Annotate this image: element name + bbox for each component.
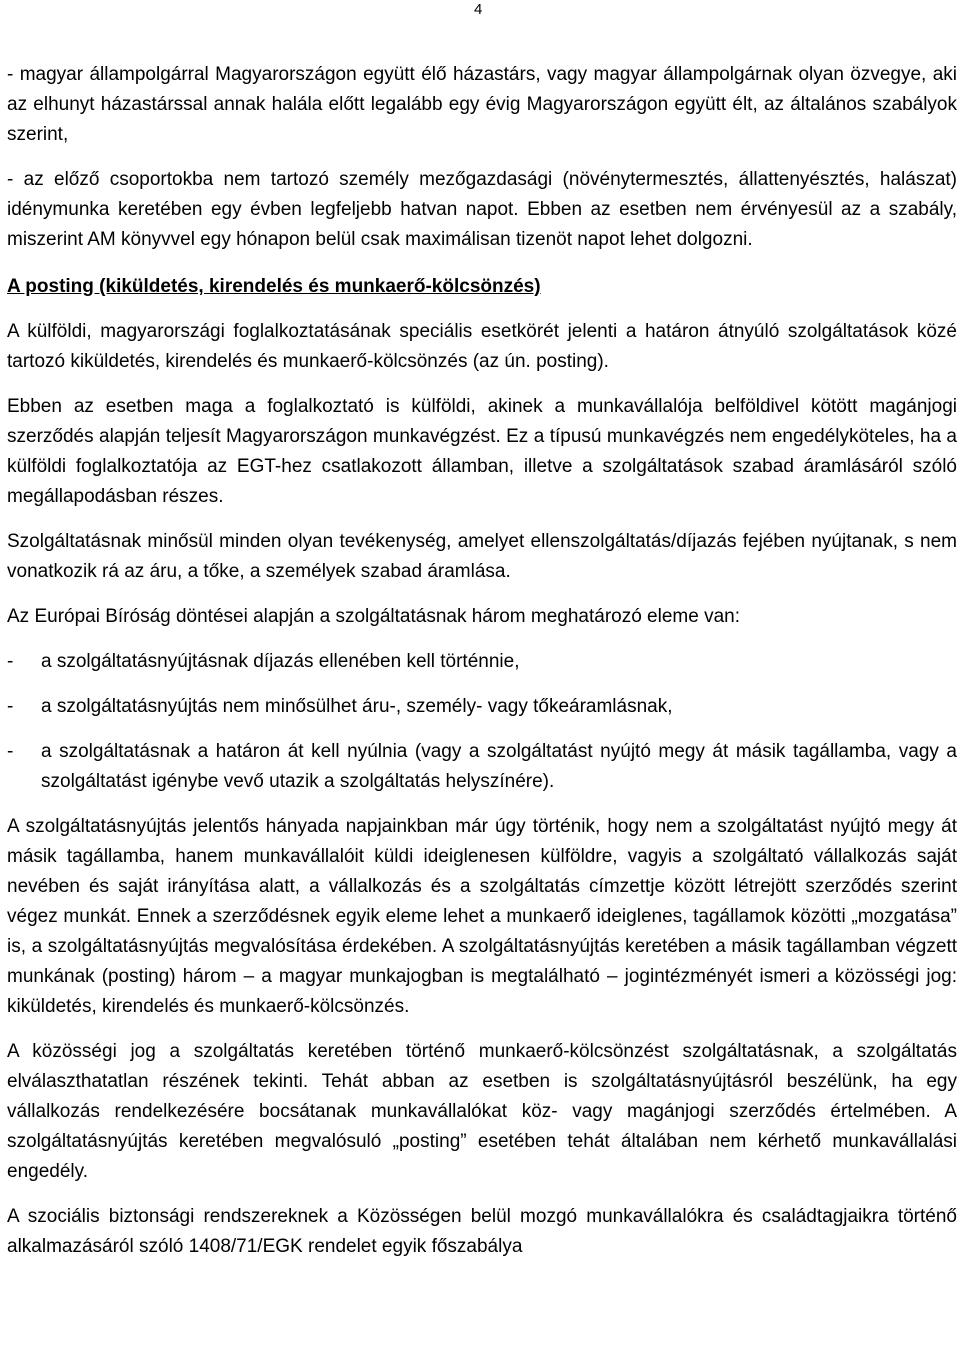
paragraph-social-security: A szociális biztonsági rendszereknek a Közösségen belül mozgó munkavállalókra és családtagjaikra történő alkalmazásáról szóló 1408/71/EGK rendelet egyik főszabálya (7, 1206, 957, 1257)
list-item-text: a szolgáltatásnyújtásnak díjazás ellenében kell történnie, (41, 651, 520, 672)
paragraph-court-decisions: Az Európai Bíróság döntései alapján a szolgáltatásnak három meghatározó eleme van: (7, 606, 740, 627)
paragraph-service-definition: Szolgáltatásnak minősül minden olyan tevékenység, amelyet ellenszolgáltatás/díjazás fejében nyújtanak, s nem vonatkozik rá az áru, a tőke, a személyek szabad áramlása. (7, 531, 957, 582)
paragraph-community-law: A közösségi jog a szolgáltatás keretében történő munkaerő-kölcsönzést szolgáltatásnak, a szolgáltatás elválaszthatatlan részének tekinti. Tehát abban az esetben is szolgáltatásnyújtásról beszélünk, ha egy vállalkozás rendelkezésére bocsátanak munkavállalókat köz- vagy magánjogi szerződés értelmében. A szolgáltatásnyújtás keretében megvalósuló „posting” esetében tehát általában nem kérhető munkavállalási engedély. (7, 1041, 957, 1182)
section-heading-posting: A posting (kiküldetés, kirendelés és munkaerő-kölcsönzés) (7, 276, 541, 297)
list-item-text: a szolgáltatásnak a határon át kell nyúlnia (vagy a szolgáltatást nyújtó megy át másik tagállamba, vagy a szolgáltatást igénybe vevő utazik a szolgáltatás helyszínére). (41, 741, 957, 792)
page-number: 4 (474, 1, 483, 18)
bullet-dash: - (7, 741, 14, 762)
document-body (7, 60, 957, 1262)
list-item (7, 737, 957, 797)
paragraph-spouse-widow: - magyar állampolgárral Magyarországon együtt élő házastárs, vagy magyar állampolgárnak olyan özvegye, aki az elhunyt házastárssal annak halála előtt legalább egy évig Magyarországon együtt élt, az általános szabályok szerint, (7, 64, 957, 145)
paragraph-foreign-employer: Ebben az esetben maga a foglalkoztató is külföldi, akinek a munkavállalója belföldivel kötött magánjogi szerződés alapján teljesít Magyarországon munkavégzést. Ez a típusú munkavégzés nem engedélyköteles, ha a külföldi foglalkoztatója az EGT-hez csatlakozott államban, illetve a szolgáltatások szabad áramlásáról szóló megállapodásban részes. (7, 396, 957, 507)
list-item (7, 692, 957, 722)
bullet-dash: - (7, 651, 14, 672)
bullet-dash: - (7, 696, 14, 717)
paragraph-posting-intro: A külföldi, magyarországi foglalkoztatásának speciális esetkörét jelenti a határon átnyúló szolgáltatások közé tartozó kiküldetés, kirendelés és munkaerő-kölcsönzés (az ún. posting). (7, 321, 957, 372)
list-item (7, 647, 957, 677)
list-item-text: a szolgáltatásnyújtás nem minősülhet áru-, személy- vagy tőkeáramlásnak, (41, 696, 673, 717)
paragraph-seasonal-work: - az előző csoportokba nem tartozó személy mezőgazdasági (növénytermesztés, állattenyésztés, halászat) idénymunka keretében egy évben legfeljebb hatvan napot. Ebben az esetben nem érvényesül az a szabály, miszerint AM könyvvel egy hónapon belül csak maximálisan tizenöt napot lehet dolgozni. (7, 169, 957, 250)
paragraph-service-provision: A szolgáltatásnyújtás jelentős hányada napjainkban már úgy történik, hogy nem a szolgáltatást nyújtó megy át másik tagállamba, hanem munkavállalóit küldi ideiglenesen külföldre, vagyis a szolgáltató vállalkozás saját nevében és saját irányítása alatt, a vállalkozás és a szolgáltatás címzettje között létrejött szerződés szerint végez munkát. Ennek a szerződésnek egyik eleme lehet a munkaerő ideiglenes, tagállamok közötti „mozgatása” is, a szolgáltatásnyújtás megvalósítása érdekében. A szolgáltatásnyújtás keretében a másik tagállamban végzett munkának (posting) három – a magyar munkajogban is megtalálható – jogintézményét ismeri a közösségi jog: kiküldetés, kirendelés és munkaerő-kölcsönzés. (7, 816, 957, 1017)
